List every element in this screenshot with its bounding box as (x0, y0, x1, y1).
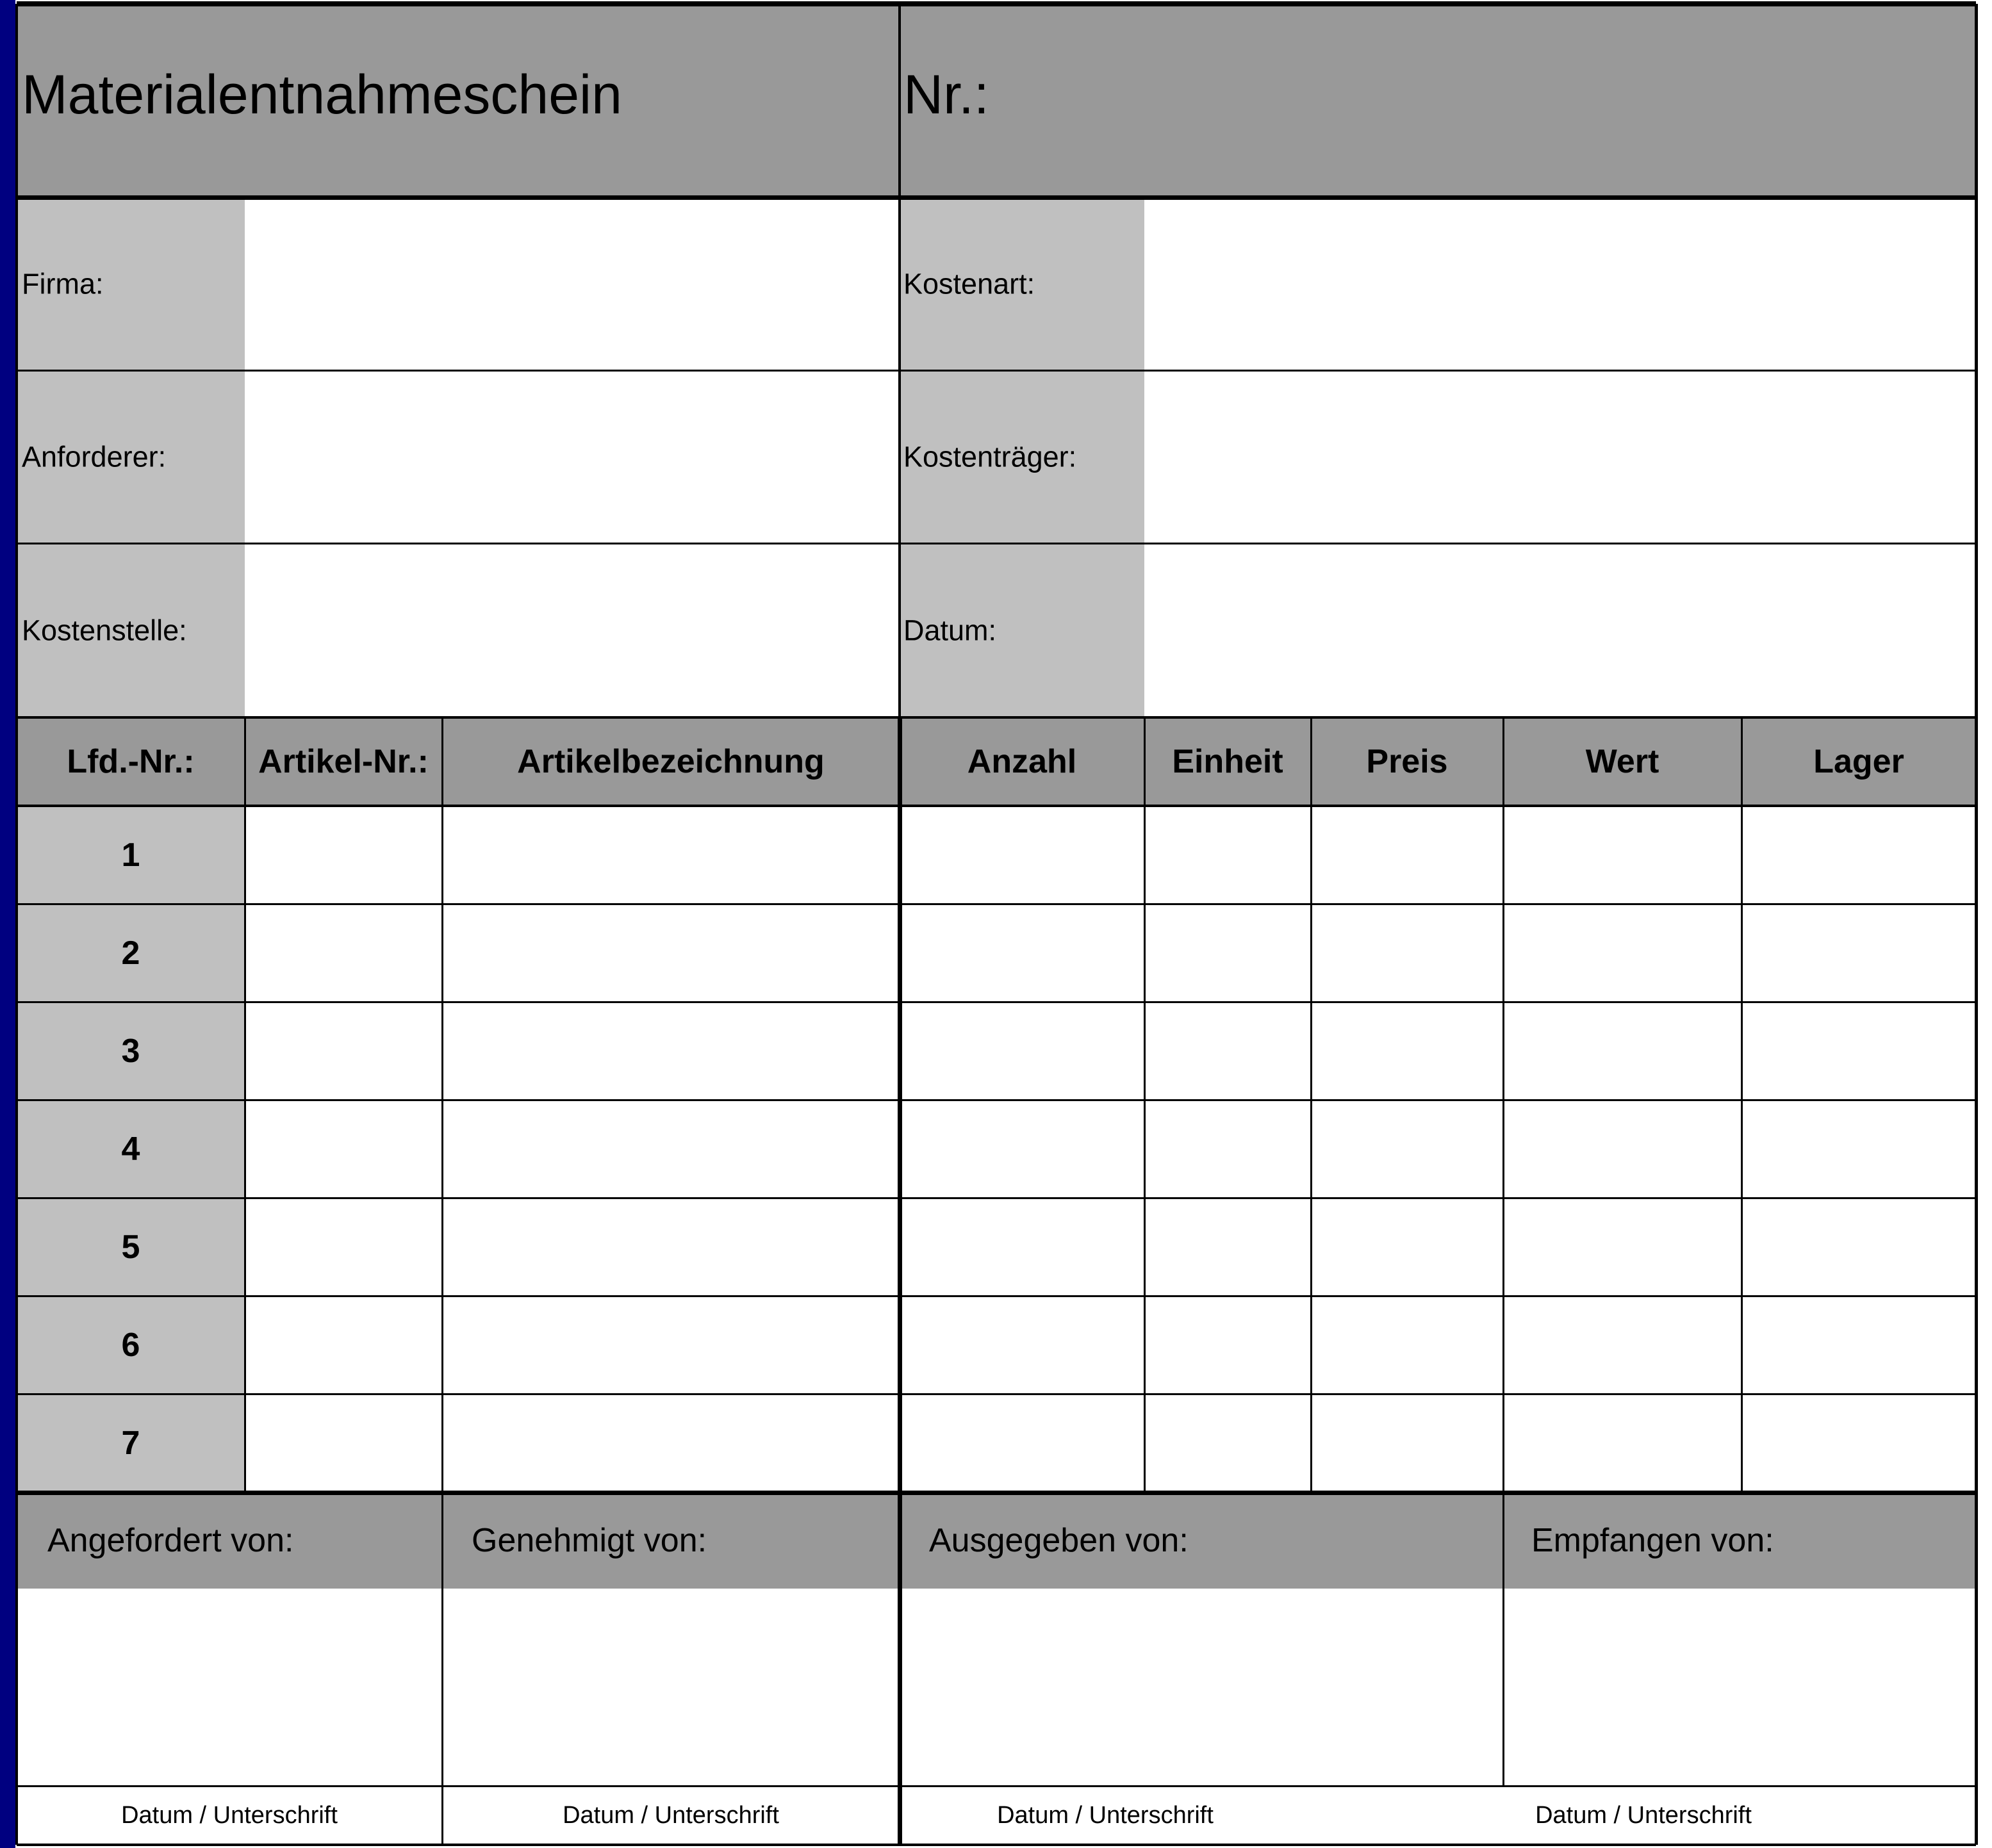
table-cell-7-1[interactable] (245, 1394, 442, 1492)
table-cell-5-1[interactable] (245, 1198, 442, 1296)
row-number: 3 (121, 1032, 140, 1070)
table-cell-5-5[interactable] (1311, 1198, 1503, 1296)
table-cell-6-7[interactable] (1741, 1296, 1976, 1394)
row-number: 1 (121, 836, 140, 874)
v-rule (244, 717, 246, 1492)
signature-footer-1: Datum / Unterschrift (121, 1802, 338, 1829)
table-cell-4-4[interactable] (1144, 1100, 1311, 1198)
field-label-kostenstelle: Kostenstelle: (22, 614, 187, 647)
table-cell-2-2[interactable] (442, 904, 900, 1002)
bottom-border (17, 1844, 1976, 1846)
column-header-4: Anzahl (967, 743, 1077, 780)
table-cell-5-3[interactable] (900, 1198, 1144, 1296)
h-rule (17, 1099, 1976, 1101)
table-cell-4-6[interactable] (1503, 1100, 1741, 1198)
table-cell-2-5[interactable] (1311, 904, 1503, 1002)
anforderer-input[interactable] (245, 370, 900, 543)
field-label-kostenart: Kostenart: (903, 267, 1035, 300)
column-header-7: Wert (1585, 743, 1659, 780)
left-accent-bar (0, 0, 15, 1848)
v-rule (1144, 717, 1146, 1492)
table-cell-6-6[interactable] (1503, 1296, 1741, 1394)
field-label-anforderer: Anforderer: (22, 440, 167, 473)
signature-field-4[interactable] (1503, 1589, 1976, 1786)
signature-field-1[interactable] (17, 1589, 442, 1786)
row-number: 2 (121, 934, 140, 972)
h-rule (17, 805, 1976, 807)
table-cell-3-6[interactable] (1503, 1002, 1741, 1100)
column-header-2: Artikel-Nr.: (258, 743, 429, 780)
column-header-3: Artikelbezeichnung (517, 743, 825, 780)
field-label-kostentraeger: Kostenträger: (903, 440, 1077, 473)
table-cell-6-1[interactable] (245, 1296, 442, 1394)
signature-field-3[interactable] (900, 1589, 1503, 1786)
h-rule (17, 1001, 1976, 1003)
row-number: 5 (121, 1229, 140, 1266)
table-cell-7-6[interactable] (1503, 1394, 1741, 1492)
v-rule (441, 1492, 443, 1845)
field-label-firma: Firma: (22, 267, 104, 300)
table-cell-2-3[interactable] (900, 904, 1144, 1002)
table-cell-3-1[interactable] (245, 1002, 442, 1100)
table-cell-5-6[interactable] (1503, 1198, 1741, 1296)
table-cell-2-4[interactable] (1144, 904, 1311, 1002)
table-cell-6-5[interactable] (1311, 1296, 1503, 1394)
table-bottom-border (17, 1491, 1976, 1495)
form-title: Materialentnahmeschein (22, 64, 622, 126)
table-cell-6-3[interactable] (900, 1296, 1144, 1394)
h-rule (17, 716, 1976, 719)
row-number: 6 (121, 1327, 140, 1364)
v-rule (1502, 717, 1504, 1492)
table-cell-4-2[interactable] (442, 1100, 900, 1198)
h-rule (17, 1393, 1976, 1395)
signature-label-2: Genehmigt von: (472, 1522, 707, 1559)
h-rule (17, 370, 1976, 372)
signature-footer-3: Datum / Unterschrift (997, 1802, 1214, 1829)
signature-label-3: Ausgegeben von: (929, 1522, 1189, 1559)
table-cell-3-2[interactable] (442, 1002, 900, 1100)
center-divider-top (898, 4, 901, 717)
v-rule (441, 717, 443, 1492)
signature-field-2[interactable] (442, 1589, 900, 1786)
table-cell-1-7[interactable] (1741, 806, 1976, 904)
table-cell-5-7[interactable] (1741, 1198, 1976, 1296)
h-rule (17, 543, 1976, 544)
column-header-1: Lfd.-Nr.: (67, 743, 195, 780)
table-cell-3-5[interactable] (1311, 1002, 1503, 1100)
kostenstelle-input[interactable] (245, 543, 900, 717)
kostentraeger-input[interactable] (1144, 370, 1976, 543)
table-cell-3-7[interactable] (1741, 1002, 1976, 1100)
firma-input[interactable] (245, 197, 900, 370)
center-divider-bottom (898, 717, 902, 1845)
column-header-5: Einheit (1172, 743, 1283, 780)
table-cell-7-4[interactable] (1144, 1394, 1311, 1492)
table-cell-5-4[interactable] (1144, 1198, 1311, 1296)
table-cell-4-7[interactable] (1741, 1100, 1976, 1198)
table-cell-2-7[interactable] (1741, 904, 1976, 1002)
h-rule (17, 1295, 1976, 1297)
h-rule (17, 903, 1976, 905)
signature-label-1: Angefordert von: (47, 1522, 294, 1559)
table-cell-1-3[interactable] (900, 806, 1144, 904)
table-cell-3-4[interactable] (1144, 1002, 1311, 1100)
table-cell-1-5[interactable] (1311, 806, 1503, 904)
table-cell-7-7[interactable] (1741, 1394, 1976, 1492)
table-cell-4-1[interactable] (245, 1100, 442, 1198)
h-rule (17, 1197, 1976, 1199)
table-cell-1-6[interactable] (1503, 806, 1741, 904)
signature-footer-4: Datum / Unterschrift (1535, 1802, 1752, 1829)
table-cell-6-4[interactable] (1144, 1296, 1311, 1394)
h-rule (17, 1785, 1976, 1787)
table-cell-6-2[interactable] (442, 1296, 900, 1394)
v-rule (1741, 717, 1743, 1492)
row-number: 4 (121, 1131, 140, 1168)
table-cell-4-5[interactable] (1311, 1100, 1503, 1198)
column-header-6: Preis (1366, 743, 1448, 780)
signature-label-4: Empfangen von: (1531, 1522, 1774, 1559)
signature-footer-2: Datum / Unterschrift (563, 1802, 779, 1829)
table-cell-2-6[interactable] (1503, 904, 1741, 1002)
top-border (17, 1, 1976, 6)
datum-input[interactable] (1144, 543, 1976, 717)
number-label: Nr.: (903, 64, 989, 126)
table-cell-1-4[interactable] (1144, 806, 1311, 904)
field-label-datum: Datum: (903, 614, 997, 647)
table-cell-7-5[interactable] (1311, 1394, 1503, 1492)
v-rule (1310, 717, 1312, 1492)
table-cell-7-2[interactable] (442, 1394, 900, 1492)
table-cell-5-2[interactable] (442, 1198, 900, 1296)
table-cell-1-1[interactable] (245, 806, 442, 904)
left-border (15, 4, 18, 1845)
kostenart-input[interactable] (1144, 197, 1976, 370)
right-border (1975, 4, 1978, 1845)
row-number: 7 (121, 1425, 140, 1462)
table-cell-3-3[interactable] (900, 1002, 1144, 1100)
table-cell-4-3[interactable] (900, 1100, 1144, 1198)
column-header-8: Lager (1813, 743, 1904, 780)
table-cell-2-1[interactable] (245, 904, 442, 1002)
header-divider (17, 195, 1976, 200)
table-cell-1-2[interactable] (442, 806, 900, 904)
table-cell-7-3[interactable] (900, 1394, 1144, 1492)
v-rule (1502, 1492, 1504, 1786)
